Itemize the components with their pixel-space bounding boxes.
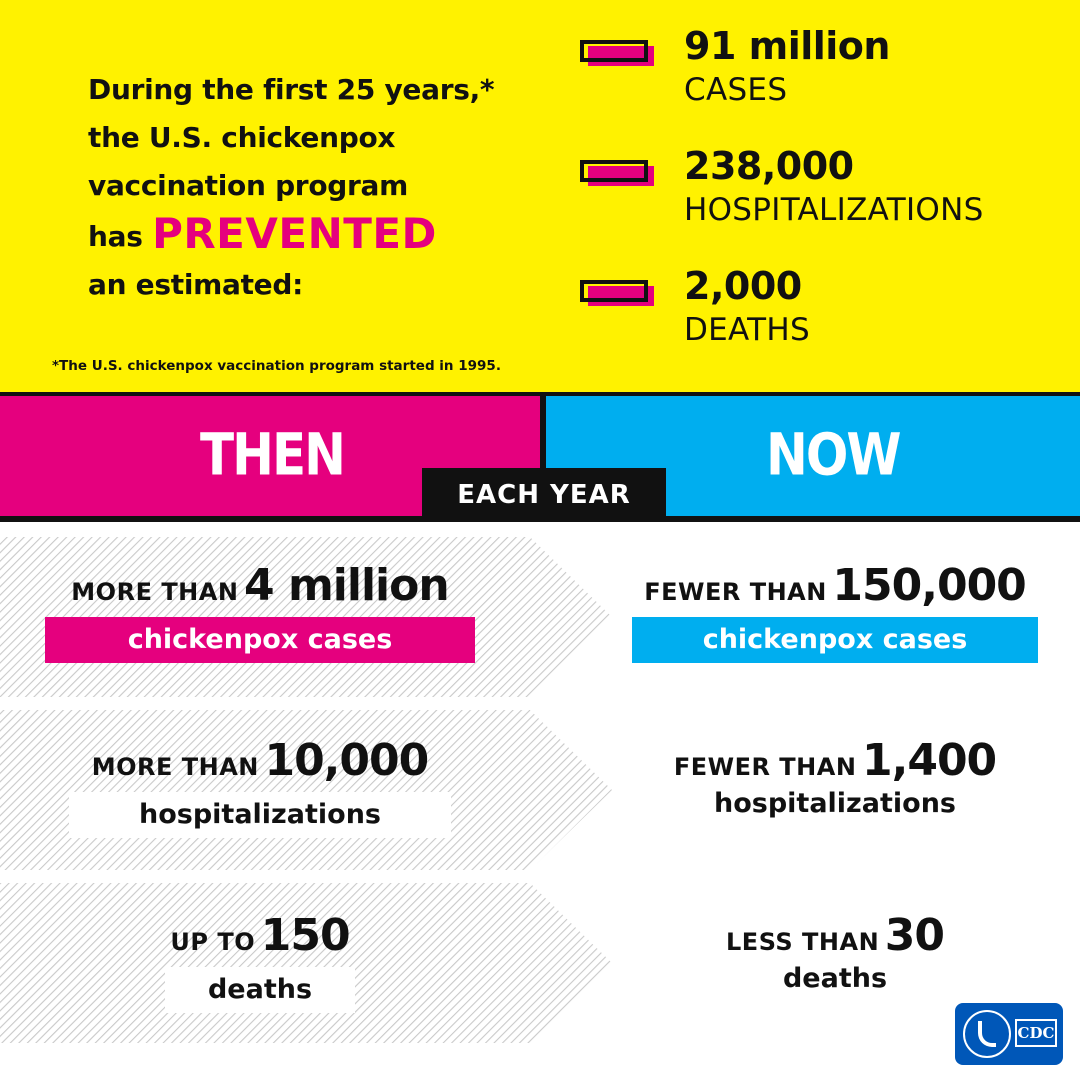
intro-line-4 xyxy=(88,210,568,261)
now-row-cases xyxy=(620,560,1050,663)
prevented-emphasis: PREVENTED xyxy=(152,209,437,258)
stat-value: 238,000 xyxy=(684,144,854,188)
now-row-hospitalizations xyxy=(620,735,1050,819)
now-cases-value: 150,000 xyxy=(832,560,1026,611)
now-deaths-value: 30 xyxy=(884,910,944,961)
intro-line-3: vaccination program xyxy=(88,169,408,202)
then-row-deaths xyxy=(150,910,370,1013)
now-cases-figure xyxy=(620,560,1050,611)
intro-line-1: During the first 25 years,* xyxy=(88,73,495,106)
intro-line-2: the U.S. chickenpox xyxy=(88,121,396,154)
intro-text xyxy=(88,66,568,309)
stat-label: CASES xyxy=(684,72,788,108)
now-row-deaths xyxy=(620,910,1050,994)
now-deaths-label: deaths xyxy=(782,963,888,994)
cdc-logo xyxy=(955,1003,1063,1065)
now-title: NOW xyxy=(766,421,900,489)
each-year-label: EACH YEAR xyxy=(422,468,666,520)
now-deaths-prefix: LESS THAN xyxy=(726,928,880,956)
then-row-cases xyxy=(40,560,480,663)
now-hosp-value: 1,400 xyxy=(862,735,997,786)
then-hosp-value: 10,000 xyxy=(264,735,429,786)
then-hosp-label: hospitalizations xyxy=(69,792,451,838)
then-row-hospitalizations xyxy=(60,735,460,838)
footnote: *The U.S. chickenpox vaccination program started in 1995. xyxy=(52,358,501,374)
stat-value: 91 million xyxy=(684,24,890,68)
intro-line-5: an estimated: xyxy=(88,268,304,301)
now-cases-prefix: FEWER THAN xyxy=(644,578,827,606)
now-hosp-figure xyxy=(620,735,1050,786)
then-deaths-figure xyxy=(150,910,370,961)
hhs-seal-icon xyxy=(963,1010,1011,1058)
cdc-logo-text: CDC xyxy=(1015,1019,1057,1047)
then-cases-value: 4 million xyxy=(244,560,449,611)
then-hosp-figure xyxy=(60,735,460,786)
then-hosp-prefix: MORE THAN xyxy=(91,753,259,781)
now-hosp-prefix: FEWER THAN xyxy=(673,753,857,781)
then-deaths-label: deaths xyxy=(165,967,355,1013)
then-deaths-prefix: UP TO xyxy=(170,928,256,956)
then-cases-figure xyxy=(40,560,480,611)
now-deaths-figure xyxy=(620,910,1050,961)
then-cases-label: chickenpox cases xyxy=(45,617,475,663)
stat-label: HOSPITALIZATIONS xyxy=(684,192,984,228)
bandage-icon xyxy=(580,40,656,68)
then-deaths-value: 150 xyxy=(260,910,350,961)
bandage-icon xyxy=(580,160,656,188)
prevented-panel xyxy=(0,0,1080,392)
intro-has: has xyxy=(88,220,143,253)
now-hosp-label: hospitalizations xyxy=(714,788,956,819)
now-cases-label: chickenpox cases xyxy=(632,617,1038,663)
then-cases-prefix: MORE THAN xyxy=(71,578,239,606)
stat-label: DEATHS xyxy=(684,312,810,348)
stat-value: 2,000 xyxy=(684,264,802,308)
bandage-icon xyxy=(580,280,656,308)
then-title: THEN xyxy=(200,421,344,489)
